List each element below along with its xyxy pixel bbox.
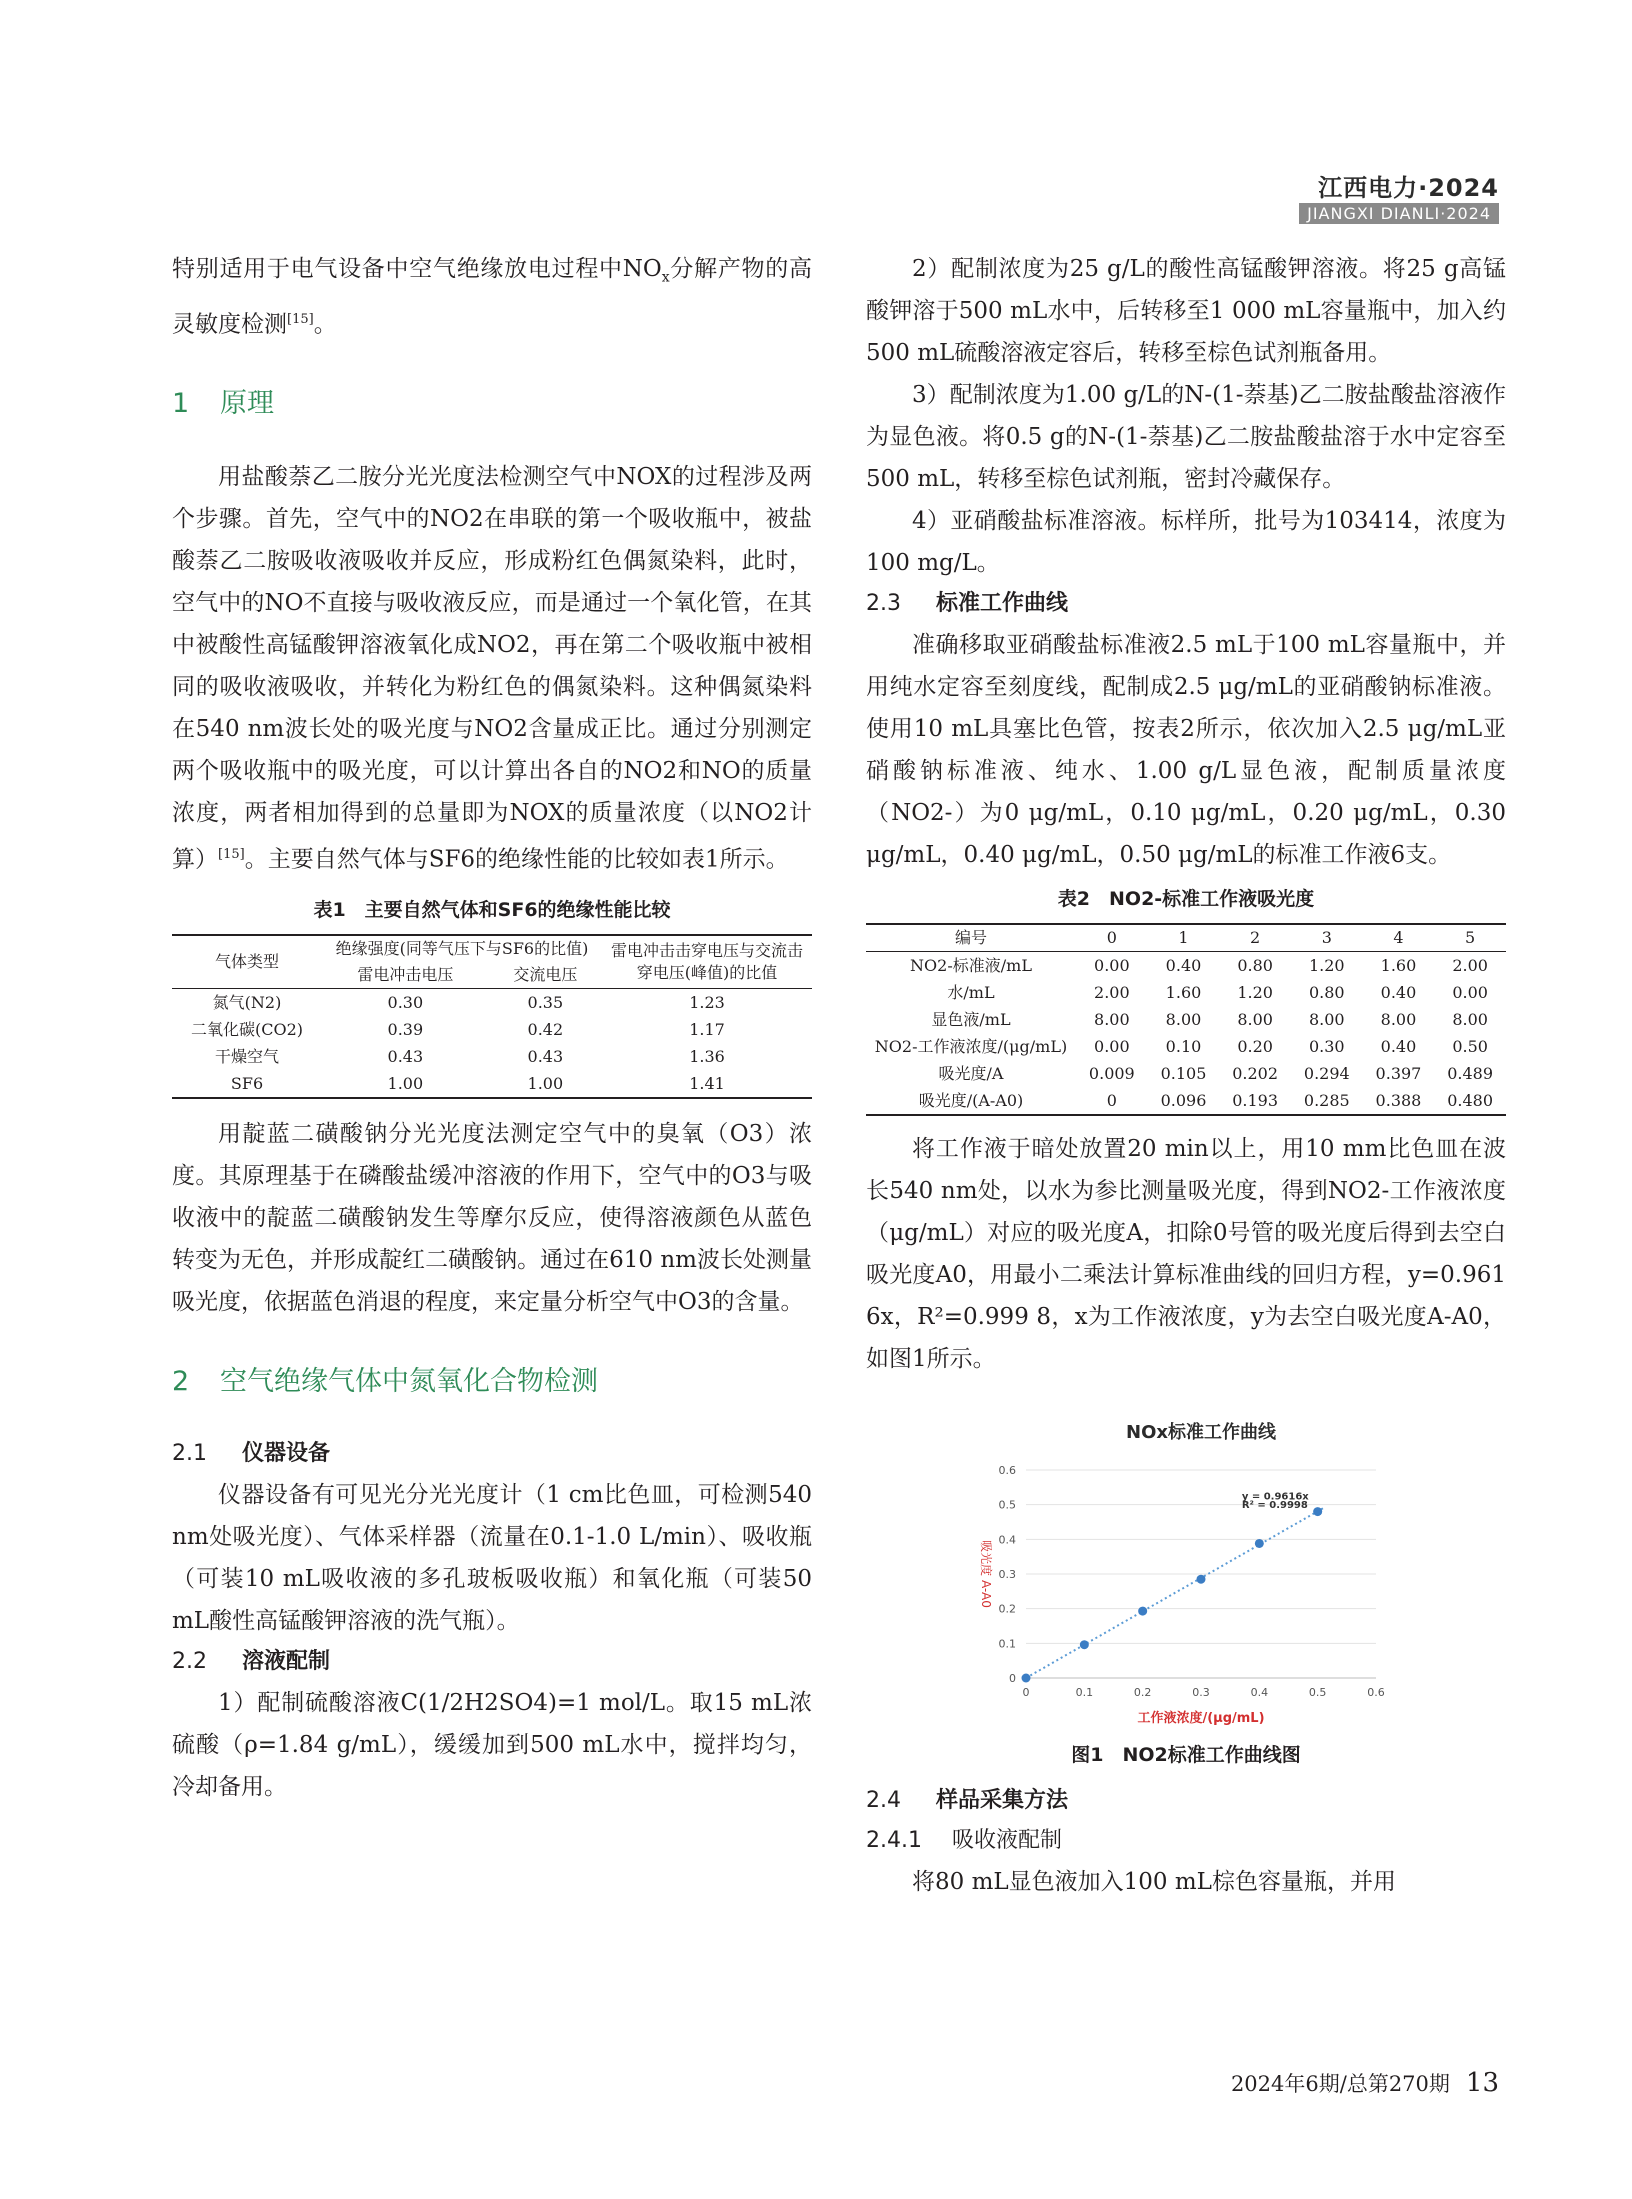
table2-row <box>866 952 1506 980</box>
subsection-2-2-heading: 2.2 溶液配制 <box>172 1648 331 1674</box>
table2-cell: 水/mL <box>947 983 995 1002</box>
table1-cell: 0.30 <box>387 992 424 1012</box>
journal-subtitle: JIANGXI DIANLI·2024 <box>1299 203 1499 224</box>
table2-header-cell: 1 <box>1148 924 1220 952</box>
table2-cell: 0.10 <box>1165 1037 1202 1056</box>
table2-cell: 1.20 <box>1237 983 1273 1002</box>
table2-header-cell: 2 <box>1219 924 1291 952</box>
table1-cell: 干燥空气 <box>214 1046 279 1066</box>
table1-row <box>172 988 812 1016</box>
table2-cell: 0.294 <box>1303 1064 1350 1083</box>
table2-row <box>866 979 1506 1006</box>
table2-header-cell: 3 <box>1291 924 1363 952</box>
table2-cell: 8.00 <box>1452 1010 1488 1029</box>
table2-cell: 0.80 <box>1237 956 1273 975</box>
journal-title: 江西电力·2024 <box>1318 174 1499 202</box>
table1-cell: 0.43 <box>387 1046 424 1066</box>
paragraph-principle: 用盐酸萘乙二胺分光光度法检测空气中NOX的过程涉及两个步骤。首先，空气中的NO2在串联的第一个吸收瓶中，被盐酸萘乙二胺吸收液吸收并反应，形成粉红色偶氮染料，此时，空气中的NO不直接与吸收液反应，而是通过一个氧化管，在其中被酸性高锰酸钾溶液氧化成NO2，再在第二个吸收瓶中被相同的吸收液吸收，并转化为粉红色的偶氮染料。这种偶氮染料在540 nm波长处的吸光度与NO2含量成正比。通过分别测定两个吸收瓶中的吸光度，可以计算出各自的NO2和NO的质量浓度，两者相加得到的总量即为NOX的质量浓度（以NO2计算）[15]。主要自然气体与SF6的绝缘性能的比较如表1所示。 <box>172 464 812 873</box>
table1-header-lightning: 雷电冲击电压 <box>322 962 489 989</box>
table2-header-cell: 编号 <box>866 924 1076 952</box>
data-point <box>1255 1539 1264 1548</box>
table2-cell: 0.397 <box>1375 1064 1422 1083</box>
x-tick-label: 0 <box>1022 1686 1030 1699</box>
table1-row <box>172 1070 812 1098</box>
table2-cell: 0.40 <box>1165 956 1202 975</box>
paragraph-continued: 特别适用于电气设备中空气绝缘放电过程中$NO_x$分解产物的高灵敏度检测[15]。 <box>172 256 813 338</box>
issue-label: 2024年6期/总第270期 <box>1230 2072 1450 2096</box>
table2-cell: 0.009 <box>1088 1064 1135 1083</box>
table2-cell: 0.193 <box>1219 1087 1291 1115</box>
paragraph-standard-curve: 准确移取亚硝酸盐标准液2.5 mL于100 mL容量瓶中，并用纯水定容至刻度线，配制成2.5 μg/mL的亚硝酸钠标准液。使用10 mL具塞比色管，按表2所示，依次加入2.5 μg/mL亚硝酸钠标准液、纯水、1.00 g/L显色液，配制质量浓度（NO2-）为0 μg/mL，0.10 μg/mL，0.20 μg/mL，0.30 μg/mL，0.40 μg/mL，0.50 μg/mL的标准工作液6支。 <box>866 632 1506 868</box>
table2-cell: 0.50 <box>1452 1037 1488 1056</box>
table2-row <box>866 1060 1506 1087</box>
paragraph-equipment: 仪器设备有可见光分光光度计（1 cm比色皿，可检测540 nm处吸光度）、气体采样器（流量在0.1-1.0 L/min）、吸收瓶（可装10 mL吸收液的多孔玻板吸收瓶）和氧化瓶（可装50 mL酸性高锰酸钾溶液的洗气瓶）。 <box>172 1481 812 1634</box>
table2-cell: 8.00 <box>1380 1010 1417 1029</box>
subsection-2-4-heading: 2.4 样品采集方法 <box>866 1788 1069 1813</box>
x-tick-label: 0.3 <box>1192 1686 1210 1699</box>
y-tick-label: 0.3 <box>998 1568 1016 1581</box>
table1-cell: 0.43 <box>527 1046 564 1066</box>
page-number: 13 <box>1465 2068 1499 2098</box>
table2-header-cell: 5 <box>1434 924 1506 952</box>
table2-cell: 0.489 <box>1447 1064 1494 1083</box>
x-tick-label: 0.4 <box>1250 1686 1269 1699</box>
table2-header-cell: 0 <box>1076 924 1148 952</box>
table2-row <box>866 1033 1506 1060</box>
table1-cell: 1.23 <box>689 992 725 1012</box>
table2-cell: 1.20 <box>1308 956 1345 975</box>
figure-1 <box>956 1410 1416 1730</box>
table2-cell: 8.00 <box>1237 1010 1273 1029</box>
table1-cell: 1.00 <box>489 1070 602 1098</box>
left-column <box>172 248 812 1808</box>
table2 <box>866 923 1506 1116</box>
subsection-2-4-1-heading: 2.4.1 吸收液配制 <box>866 1828 1063 1853</box>
y-tick-label: 0.6 <box>998 1464 1016 1477</box>
figure1-caption: 图1 NO2标准工作曲线图 <box>1071 1744 1301 1766</box>
table2-cell: 0.202 <box>1232 1064 1279 1083</box>
table2-cell: 0.388 <box>1363 1087 1435 1115</box>
y-tick-label: 0 <box>1009 1672 1016 1685</box>
subsection-2-1-heading: 2.1 仪器设备 <box>172 1440 331 1466</box>
data-point <box>1197 1575 1206 1584</box>
table1 <box>172 934 812 1099</box>
table2-cell: NO2-工作液浓度/(μg/mL) <box>874 1037 1068 1056</box>
table1-cell: 氮气(N2) <box>212 992 282 1012</box>
paragraph-solution-3: 3）配制浓度为1.00 g/L的N-(1-萘基)乙二胺盐酸盐溶液作为显色液。将0.5 g的N-(1-萘基)乙二胺盐酸盐溶于水中定容至500 mL，转移至棕色试剂瓶，密封冷藏保存。 <box>866 382 1506 492</box>
y-tick-label: 0.5 <box>998 1498 1016 1512</box>
table1-header-group: 绝缘强度(同等气压下与SF6的比值) <box>322 935 602 962</box>
table1-row <box>172 1043 812 1070</box>
x-axis-label: 工作液浓度/(μg/mL) <box>1137 1711 1265 1726</box>
table2-cell: 2.00 <box>1094 983 1130 1002</box>
section-2-heading: 2 空气绝缘气体中氮氧化合物检测 <box>172 1365 598 1397</box>
table1-cell: 0.42 <box>527 1019 564 1039</box>
table2-cell: 0.00 <box>1452 983 1488 1002</box>
x-tick-label: 0.5 <box>1308 1686 1327 1699</box>
table2-cell: 0.00 <box>1094 1037 1130 1056</box>
table2-cell: 吸光度/A <box>938 1064 1004 1083</box>
x-tick-label: 0.6 <box>1367 1686 1385 1699</box>
data-point <box>1022 1674 1031 1683</box>
table2-cell: 显色液/mL <box>931 1010 1011 1029</box>
table1-cell: 二氧化碳(CO2) <box>190 1019 304 1039</box>
chart-title: NOx标准工作曲线 <box>1126 1422 1276 1443</box>
y-tick-label: 0.2 <box>998 1602 1016 1616</box>
data-point <box>1313 1507 1322 1516</box>
table2-cell: 0.285 <box>1291 1087 1363 1115</box>
table2-caption: 表2 NO2-标准工作液吸光度 <box>1057 888 1315 910</box>
standard-curve-chart <box>956 1410 1416 1730</box>
table2-cell: 0.30 <box>1308 1037 1345 1056</box>
table2-cell: 8.00 <box>1165 1010 1202 1029</box>
table2-cell: 1.60 <box>1165 983 1202 1002</box>
table2-cell: 0.096 <box>1148 1087 1220 1115</box>
table2-cell: 2.00 <box>1452 956 1488 975</box>
table1-caption: 表1 主要自然气体和SF6的绝缘性能比较 <box>313 898 671 921</box>
table1-header-gas: 气体类型 <box>172 935 322 989</box>
subsection-2-3-heading: 2.3 标准工作曲线 <box>866 591 1069 616</box>
y-tick-label: 0.4 <box>998 1533 1016 1547</box>
paragraph-absorbent: 将80 mL显色液加入100 mL棕色容量瓶，并用 <box>912 1869 1396 1895</box>
table2-row <box>866 1087 1506 1115</box>
table2-cell: 1.60 <box>1380 956 1417 975</box>
y-tick-label: 0.1 <box>998 1637 1016 1651</box>
table2-row <box>866 1006 1506 1033</box>
r-squared-label: R² = 0.9998 <box>1241 1500 1308 1512</box>
right-column <box>866 248 1506 1903</box>
paragraph-regression: 将工作液于暗处放置20 min以上，用10 mm比色皿在波长540 nm处，以水为参比测量吸光度，得到NO2-工作液浓度（μg/mL）对应的吸光度A，扣除0号管的吸光度后得到去空白吸光度A0，用最小二乘法计算标准曲线的回归方程，y=0.961 6x，R²=0.999 8，x为工作液浓度，y为去空白吸光度A-A0，如图1所示。 <box>866 1136 1506 1372</box>
table1-cell: 0.35 <box>527 992 564 1012</box>
x-tick-label: 0.1 <box>1075 1686 1094 1699</box>
table2-header-cell: 4 <box>1363 924 1435 952</box>
table2-cell: 0.40 <box>1380 983 1417 1002</box>
paragraph-solution-1: 1）配制硫酸溶液C(1/2H2SO4)=1 mol/L。取15 mL浓硫酸（ρ=1.84 g/mL），缓缓加到500 mL水中，搅拌均匀，冷却备用。 <box>172 1689 812 1800</box>
paragraph-solution-4: 4）亚硝酸盐标准溶液。标样所，批号为103414，浓度为100 mg/L。 <box>866 508 1506 576</box>
table1-cell: 1.00 <box>322 1070 489 1098</box>
data-point <box>1080 1640 1089 1649</box>
table2-cell: 0.00 <box>1094 956 1130 975</box>
table1-header-ac: 交流电压 <box>489 962 602 989</box>
table2-cell: 0.40 <box>1380 1037 1417 1056</box>
table2-cell: 0.20 <box>1237 1037 1273 1056</box>
table1-cell: 1.41 <box>602 1070 812 1098</box>
equation-label: y = 0.9616x <box>1241 1491 1309 1503</box>
paragraph-solution-2: 2）配制浓度为25 g/L的酸性高锰酸钾溶液。将25 g高锰酸钾溶于500 mL水中，后转移至1 000 mL容量瓶中，加入约500 mL硫酸溶液定容后，转移至棕色试剂瓶备用。 <box>866 256 1506 366</box>
data-point <box>1138 1607 1147 1616</box>
table2-cell: 0.480 <box>1434 1087 1506 1115</box>
x-tick-label: 0.2 <box>1133 1686 1152 1699</box>
table2-cell: 0.105 <box>1160 1064 1207 1083</box>
table2-cell: 吸光度/(A-A0) <box>866 1087 1076 1115</box>
table2-cell: 0 <box>1076 1087 1148 1115</box>
table2-cell: 8.00 <box>1308 1010 1345 1029</box>
table2-cell: NO2-标准液/mL <box>910 956 1032 975</box>
y-axis-label: 吸光度 A-A0 <box>979 1540 993 1608</box>
paragraph-ozone: 用靛蓝二磺酸钠分光光度法测定空气中的臭氧（O3）浓度。其原理基于在磷酸盐缓冲溶液的作用下，空气中的O3与吸收液中的靛蓝二磺酸钠发生等摩尔反应，使得溶液颜色从蓝色转变为无色，并形成靛红二磺酸钠。通过在610 nm波长处测量吸光度，依据蓝色消退的程度，来定量分析空气中O3的含量。 <box>172 1120 812 1315</box>
table1-cell: 1.36 <box>689 1046 725 1066</box>
table1-cell: 0.39 <box>387 1019 424 1039</box>
table1-row <box>172 1016 812 1043</box>
table1-header-ratio: 雷电冲击击穿电压与交流击穿电压(峰值)的比值 <box>602 935 812 989</box>
table1-cell: 1.17 <box>689 1019 725 1039</box>
section-1-heading: 1 原理 <box>172 388 274 420</box>
table2-cell: 0.80 <box>1308 983 1345 1002</box>
page-footer <box>1231 2068 1499 2098</box>
table1-cell: SF6 <box>172 1070 322 1098</box>
table2-cell: 8.00 <box>1094 1010 1130 1029</box>
